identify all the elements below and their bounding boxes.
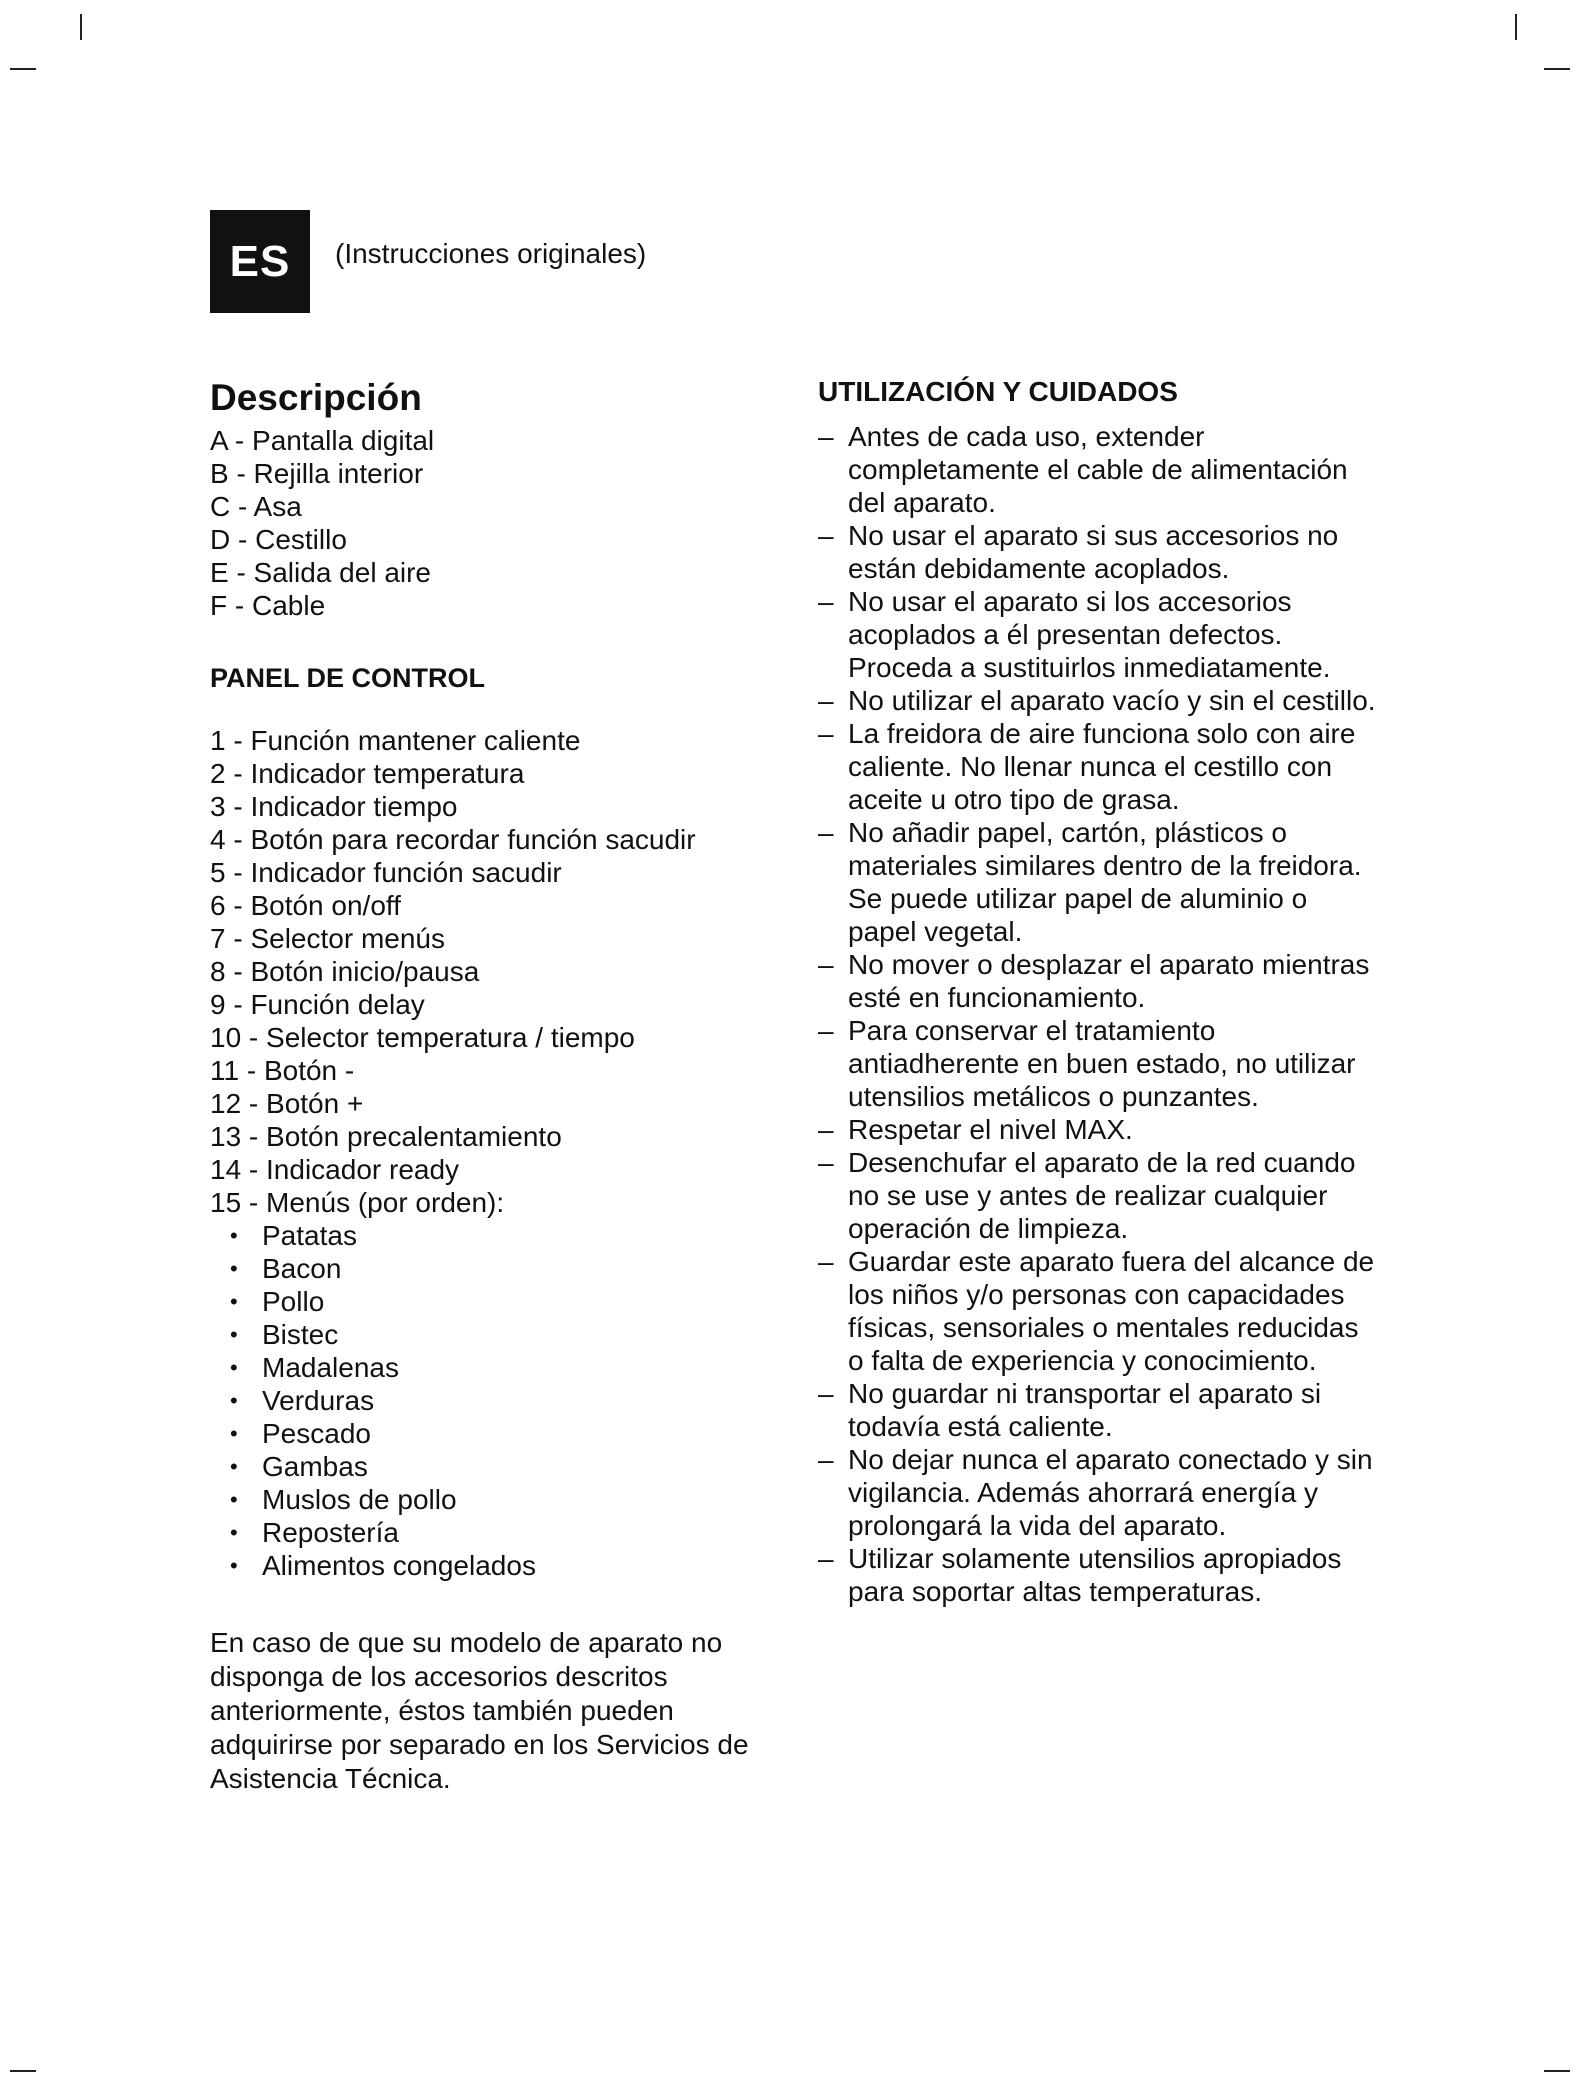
crop-mark — [1544, 2070, 1570, 2072]
language-badge: ES — [210, 210, 310, 313]
menu-item: • Bacon — [230, 1252, 770, 1285]
control-panel-title: PANEL DE CONTROL — [210, 663, 486, 693]
menu-item: • Patatas — [230, 1219, 770, 1252]
control-panel-item: 8 - Botón inicio/pausa — [210, 956, 480, 987]
crop-mark — [80, 14, 82, 40]
usage-care-item: – No usar el aparato si sus accesorios no están debidamente acoplados. — [818, 519, 1378, 585]
usage-care-item: – No añadir papel, cartón, plásticos o materiales similares dentro de la freidora. Se puede utilizar papel de aluminio o papel vegetal. — [818, 816, 1378, 948]
menu-item: • Pescado — [230, 1417, 770, 1450]
control-panel-item: 5 - Indicador función sacudir — [210, 857, 562, 888]
accessories-note: En caso de que su modelo de aparato no disponga de los accesorios descritos anteriormente, éstos también pueden adquirirse por separado en los Servicios de Asistencia Técnica. — [210, 1627, 749, 1794]
menu-item: • Madalenas — [230, 1351, 770, 1384]
menu-item: • Muslos de pollo — [230, 1483, 770, 1516]
menu-item: • Bistec — [230, 1318, 770, 1351]
menu-item: • Pollo — [230, 1285, 770, 1318]
parts-item: B - Rejilla interior — [210, 458, 424, 489]
control-panel-item: 4 - Botón para recordar función sacudir — [210, 824, 696, 855]
control-panel-item: 7 - Selector menús — [210, 923, 445, 954]
usage-care-item: – No utilizar el aparato vacío y sin el cestillo. — [818, 684, 1378, 717]
parts-item: A - Pantalla digital — [210, 425, 435, 456]
control-panel-item: 6 - Botón on/off — [210, 890, 401, 921]
parts-item: D - Cestillo — [210, 524, 347, 555]
left-column — [210, 370, 770, 1796]
menu-list — [210, 1219, 770, 1582]
crop-mark — [1515, 14, 1517, 40]
parts-item: F - Cable — [210, 590, 326, 621]
control-panel-item: 13 - Botón precalentamiento — [210, 1121, 562, 1152]
crop-mark — [10, 2070, 36, 2072]
usage-care-item: – Utilizar solamente utensilios apropiados para soportar altas temperaturas. — [818, 1542, 1378, 1608]
usage-care-item: – Antes de cada uso, extender completamente el cable de alimentación del aparato. — [818, 420, 1378, 519]
crop-mark — [1544, 68, 1570, 70]
usage-care-item: – Respetar el nivel MAX. — [818, 1113, 1378, 1146]
usage-care-item: – No guardar ni transportar el aparato si todavía está caliente. — [818, 1377, 1378, 1443]
control-panel-item: 15 - Menús (por orden): — [210, 1187, 505, 1218]
description-title: Descripción — [210, 377, 422, 418]
usage-care-title: UTILIZACIÓN Y CUIDADOS — [818, 376, 1178, 407]
crop-mark — [10, 68, 36, 70]
control-panel-item: 14 - Indicador ready — [210, 1154, 460, 1185]
usage-care-item: – Desenchufar el aparato de la red cuando no se use y antes de realizar cualquier operación de limpieza. — [818, 1146, 1378, 1245]
parts-item: E - Salida del aire — [210, 557, 432, 588]
usage-care-item: – Guardar este aparato fuera del alcance de los niños y/o personas con capacidades físicas, sensoriales o mentales reducidas o falta de experiencia y conocimiento. — [818, 1245, 1378, 1377]
usage-care-list — [818, 420, 1378, 1608]
control-panel-item: 12 - Botón + — [210, 1088, 364, 1119]
parts-list — [210, 424, 770, 622]
parts-item: C - Asa — [210, 491, 302, 522]
usage-care-item: – No dejar nunca el aparato conectado y sin vigilancia. Además ahorrará energía y prolongará la vida del aparato. — [818, 1443, 1378, 1542]
control-panel-item: 11 - Botón - — [210, 1055, 355, 1086]
control-panel-item: 10 - Selector temperatura / tiempo — [210, 1022, 635, 1053]
right-column — [818, 370, 1378, 1608]
usage-care-item: – La freidora de aire funciona solo con aire caliente. No llenar nunca el cestillo con aceite u otro tipo de grasa. — [818, 717, 1378, 816]
control-panel-list — [210, 724, 770, 1219]
document-subtitle: (Instrucciones originales) — [335, 238, 647, 269]
usage-care-item: – Para conservar el tratamiento antiadherente en buen estado, no utilizar utensilios metálicos o punzantes. — [818, 1014, 1378, 1113]
menu-item: • Alimentos congelados — [230, 1549, 770, 1582]
usage-care-item: – No mover o desplazar el aparato mientras esté en funcionamiento. — [818, 948, 1378, 1014]
control-panel-item: 9 - Función delay — [210, 989, 425, 1020]
menu-item: • Gambas — [230, 1450, 770, 1483]
menu-item: • Repostería — [230, 1516, 770, 1549]
menu-item: • Verduras — [230, 1384, 770, 1417]
control-panel-item: 3 - Indicador tiempo — [210, 791, 458, 822]
usage-care-item: – No usar el aparato si los accesorios acoplados a él presentan defectos. Proceda a sustituirlos inmediatamente. — [818, 585, 1378, 684]
control-panel-item: 2 - Indicador temperatura — [210, 758, 525, 789]
control-panel-item: 1 - Función mantener caliente — [210, 725, 581, 756]
